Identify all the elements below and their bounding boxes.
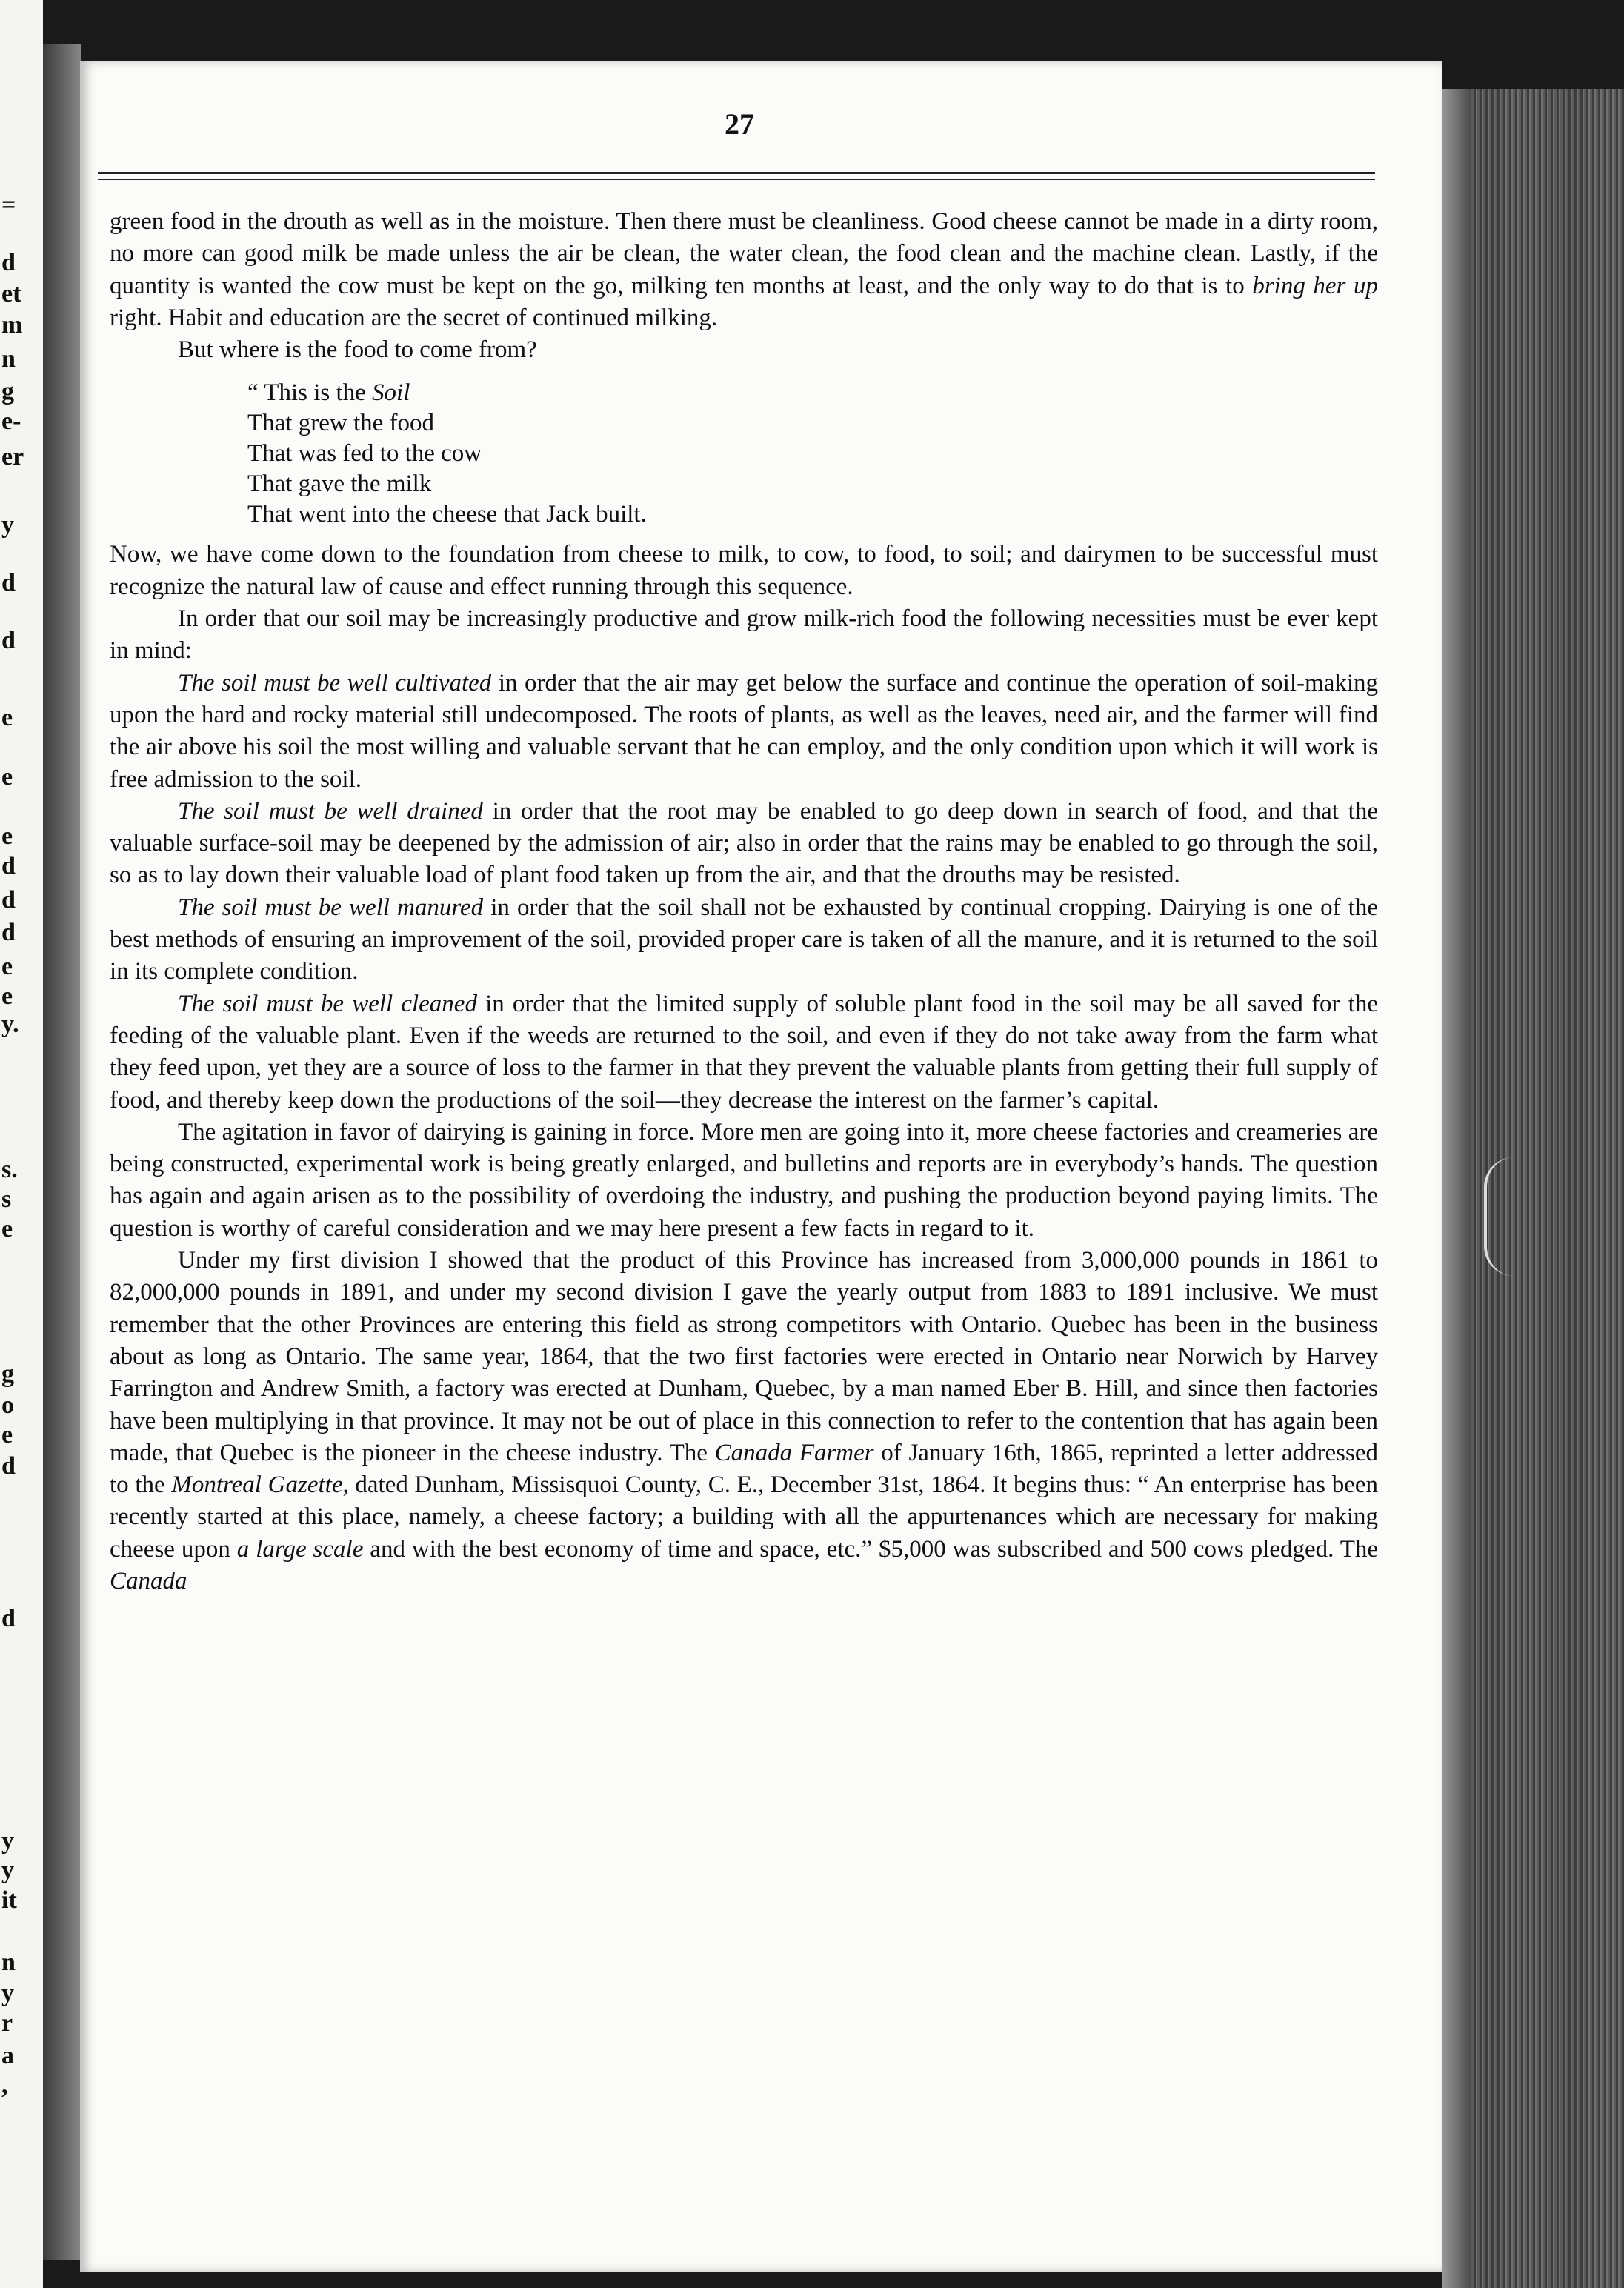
verse-line <box>247 408 1378 439</box>
text-run: in order that the root may be enabled to go deep down in search of food, and that the valuable surface-soil may be deepened by the admission of air; also in order that the rains may be enabled to go through the soil, so as to lay down their valuable load of plant food taken up from the air, and that the drouths may be resisted. <box>110 797 1379 889</box>
nursery-rhyme-quote <box>247 378 1378 530</box>
bleed-through-letter: d <box>1 1605 16 1632</box>
text-run: of January 16th, 1865, reprinted a letter addressed to the <box>110 1439 1378 1499</box>
italic-text: bring her up <box>1252 272 1379 299</box>
bleed-through-letter: e <box>1 982 13 1010</box>
verse-line <box>247 439 1378 469</box>
paragraph <box>110 603 1378 668</box>
bleed-through-letter: e <box>1 953 13 980</box>
bleed-through-letter: d <box>1 919 16 946</box>
paragraph <box>110 796 1378 892</box>
text-run: and with the best economy of time and space, etc.” $5,000 was subscribed and 500 cows pledged. The <box>363 1535 1378 1563</box>
text-run: in order that the limited supply of soluble plant food in the soil may be all saved for the feeding of the valuable plant. Even if the weeds are returned to the soil, and even if they do not take away from the farm what they feed upon, yet they are a source of loss to the farmer in that they prevent the valuable plants from getting their full supply of food, and thereby keep down the productions of the soil—they decrease the interest on the farmer’s capital. <box>110 990 1379 1114</box>
bleed-through-letter: y <box>1 1857 14 1884</box>
bleed-through-letter: r <box>1 2009 13 2037</box>
bleed-through-letter: s <box>1 1185 12 1213</box>
text-run: , dated Dunham, Missisquoi County, C. E., December 31st, 1864. It begins thus: “ An enterprise has been recently started at this place, namely, a cheese factory; a building with all the appurtenances which are necessary for making cheese upon <box>110 1471 1379 1563</box>
bleed-through-letter: y. <box>1 1011 19 1038</box>
bleed-through-letter: d <box>1 852 16 879</box>
bleed-through-letter: g <box>1 378 14 405</box>
header-rule-thin <box>98 179 1375 180</box>
paragraph <box>110 539 1378 603</box>
italic-text: Montreal Gazette <box>171 1471 343 1499</box>
paragraph <box>110 892 1378 988</box>
text-run: in order that the air may get below the surface and continue the operation of soil-making upon the hard and rocky material still undecomposed. The roots of plants, as well as the leaves, need air, and the farmer will find the air above his soil the most willing and valuable servant that he can employ, and the only condition upon which it will work is free admission to the soil. <box>110 669 1379 793</box>
italic-text: Canada <box>110 1567 187 1594</box>
bleed-through-letter: e <box>1 822 13 850</box>
text-run: That was fed to the cow <box>247 440 482 468</box>
bleed-through-letter: d <box>1 249 16 276</box>
text-run: That grew the food <box>247 410 434 437</box>
italic-text: The soil must be well manured <box>178 894 484 921</box>
header-rule-thick <box>98 172 1375 174</box>
page-number: 27 <box>725 107 754 141</box>
text-run: Now, we have come down to the foundation from cheese to milk, to cow, to food, to soil; and dairymen to be successful must recognize the natural law of cause and effect running through this sequence. <box>110 541 1378 600</box>
bleed-through-letter: d <box>1 627 16 654</box>
bleed-through-letter: d <box>1 886 16 914</box>
paragraph <box>110 988 1378 1117</box>
paragraph <box>110 206 1378 334</box>
body-text <box>110 206 1378 1597</box>
paragraph <box>110 1117 1378 1245</box>
main-paragraphs <box>110 539 1378 1597</box>
bleed-through-letter: o <box>1 1391 14 1419</box>
italic-text: Soil <box>372 379 410 407</box>
text-run: green food in the drouth as well as in the moisture. Then there must be cleanliness. Good cheese cannot be made in a dirty room, no more can good milk be made unless the air be clean, the water clean, the food clean and the machine clean. Lastly, if the quantity is wanted the cow must be kept on the go, milking ten months at least, and the only way to do that is to <box>110 208 1378 299</box>
text-run: In order that our soil may be increasingly productive and grow milk-rich food the following necessities must be ever kept in mind: <box>110 605 1378 665</box>
bleed-through-letter: y <box>1 511 14 539</box>
text-run: Under my first division I showed that the product of this Province has increased from 3,000,000 pounds in 1861 to 82,000,000 pounds in 1891, and under my second division I gave the yearly output from 1883 to 1891 inclusive. We must remember that the other Provinces are entering this field as strong competitors with Ontario. Quebec has been in the business about as long as Ontario. The same year, 1864, that the two first factories were erected in Ontario near Norwich by Harvey Farrington and Andrew Smith, a factory was erected at Dunham, Quebec, by a man named Eber B. Hill, and since then factories have been multiplying in that province. It may not be out of place in this connection to refer to the contention that has again been made, that Quebec is the pioneer in the cheese industry. The <box>110 1247 1378 1466</box>
verse-line <box>247 469 1378 499</box>
text-run: right. Habit and education are the secret of continued milking. <box>110 304 718 331</box>
bleed-through-letter: s. <box>1 1156 18 1183</box>
text-run: The agitation in favor of dairying is gaining in force. More men are going into it, more cheese factories and creameries are being constructed, experimental work is being greatly enlarged, and bulletins and reports are in everybody’s hands. The question has again and again arisen as to the possibility of overdoing the industry, and pushing the production beyond paying limits. The question is worthy of careful consideration and we may here present a few facts in regard to it. <box>110 1118 1378 1242</box>
bleed-through-letter: n <box>1 1949 16 1976</box>
bleed-through-letter: y <box>1 1827 14 1855</box>
binding-shadow <box>43 44 81 2260</box>
italic-text: a large scale <box>236 1535 364 1563</box>
bleed-through-letter: e <box>1 1215 13 1243</box>
book-page-edges <box>1442 89 1624 2288</box>
bleed-through-letter: er <box>1 443 24 470</box>
bleed-through-letter: y <box>1 1980 14 2007</box>
italic-text: The soil must be well cleaned <box>178 990 477 1017</box>
text-run: That gave the milk <box>247 470 432 498</box>
text-run: “ This is the <box>247 379 373 407</box>
italic-text: The soil must be well cultivated <box>178 669 492 696</box>
bleed-through-letter: d <box>1 569 16 596</box>
bleed-through-letter: d <box>1 1452 16 1480</box>
bleed-through-letter: et <box>1 280 21 307</box>
book-page <box>80 61 1442 2272</box>
paragraph <box>110 668 1378 796</box>
margin-pen-mark <box>1484 1157 1517 1276</box>
intro-paragraphs <box>110 206 1378 366</box>
bleed-through-letter: e- <box>1 408 21 435</box>
verse-line <box>247 499 1378 530</box>
paragraph <box>110 334 1378 366</box>
bleed-through-letter: e <box>1 1421 13 1449</box>
paragraph <box>110 1245 1378 1597</box>
bleed-through-letter: n <box>1 345 16 373</box>
italic-text: The soil must be well drained <box>178 797 483 825</box>
bleed-through-letter: m <box>1 311 23 339</box>
bleed-through-letter: g <box>1 1360 14 1388</box>
text-run: But where is the food to come from? <box>178 336 537 364</box>
text-run: That went into the cheese that Jack built. <box>247 501 647 528</box>
bleed-through-letter: e <box>1 763 13 791</box>
bleed-through-letter: a <box>1 2042 14 2069</box>
italic-text: Canada Farmer <box>714 1439 874 1466</box>
bleed-through-letter: e <box>1 704 13 731</box>
text-run: in order that the soil shall not be exhausted by continual cropping. Dairying is one of the best methods of ensuring an improvement of the soil, provided proper care is taken of all the manure, and it is returned to the soil in its complete condition. <box>110 894 1378 985</box>
bleed-through-letter: it <box>1 1886 17 1914</box>
facing-page-edge <box>0 0 43 2288</box>
bleed-through-letter: = <box>1 191 16 219</box>
bleed-through-letter: , <box>1 2072 8 2099</box>
verse-line <box>247 378 1378 408</box>
